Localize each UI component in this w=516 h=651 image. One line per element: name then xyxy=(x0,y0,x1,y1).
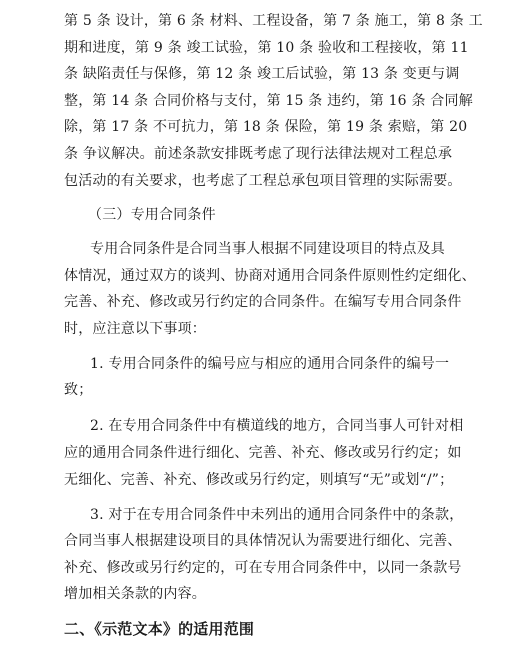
text-line: 时，应注意以下事项： xyxy=(64,321,206,337)
text-line: 整，第 14 条 合同价格与支付，第 15 条 违约，第 16 条 合同解 xyxy=(64,93,473,109)
text-line: 1. 专用合同条件的编号应与相应的通用合同条件的编号一 xyxy=(90,356,450,372)
text-line: 致； xyxy=(64,382,93,398)
text-line: 条 缺陷责任与保修，第 12 条 竣工后试验，第 13 条 变更与调 xyxy=(64,66,460,82)
section-heading-special-conditions: （三）专用合同条件 xyxy=(88,207,216,223)
text-line: 合同当事人根据建设项目的具体情况认为需要进行细化、完善、 xyxy=(64,533,462,549)
text-line: 包活动的有关要求，也考虑了工程总承包项目管理的实际需要。 xyxy=(64,173,462,189)
text-line: 第 5 条 设计，第 6 条 材料、工程设备，第 7 条 施工，第 8 条 工 xyxy=(64,13,483,29)
text-line: 完善、补充、修改或另行约定的合同条件。在编写专用合同条件 xyxy=(64,294,462,310)
text-line: 条 争议解决。前述条款安排既考虑了现行法律法规对工程总承 xyxy=(64,146,453,162)
text-line: 2. 在专用合同条件中有横道线的地方，合同当事人可针对相 xyxy=(90,418,464,434)
text-line: 体情况，通过双方的谈判、协商对通用合同条件原则性约定细化、 xyxy=(64,268,476,284)
text-line: 无细化、完善、补充、修改或另行约定，则填写“无”或划“/”； xyxy=(64,472,454,488)
text-line: 3. 对于在专用合同条件中未列出的通用合同条件中的条款， xyxy=(90,507,464,523)
text-line: 专用合同条件是合同当事人根据不同建设项目的特点及具 xyxy=(90,241,445,257)
text-line: 期和进度，第 9 条 竣工试验，第 10 条 验收和工程接收，第 11 xyxy=(64,40,469,56)
text-line: 应的通用合同条件进行细化、完善、补充、修改或另行约定；如 xyxy=(64,445,462,461)
text-line: 增加相关条款的内容。 xyxy=(64,586,206,602)
section-heading-scope: 二、《示范文本》的适用范围 xyxy=(64,620,255,638)
text-line: 补充、修改或另行约定的，可在专用合同条件中，以同一条款号 xyxy=(64,560,462,576)
text-line: 除，第 17 条 不可抗力，第 18 条 保险，第 19 条 索赔，第 20 xyxy=(64,119,468,135)
